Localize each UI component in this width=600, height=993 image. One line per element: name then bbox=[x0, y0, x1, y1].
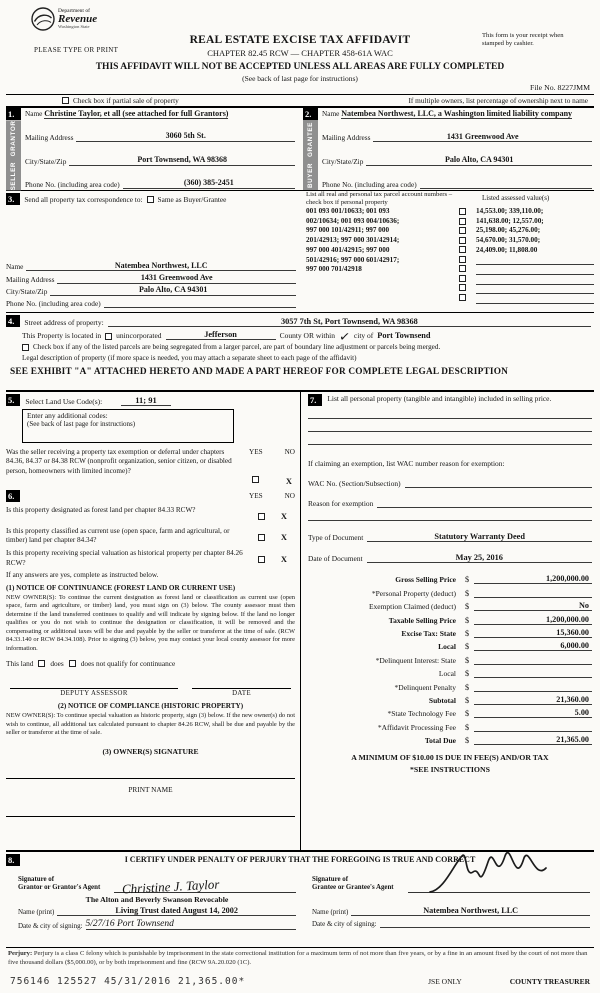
seller-phone-label: Phone No. (including area code) bbox=[25, 179, 120, 189]
money-field[interactable]: 21,360.00 bbox=[474, 695, 592, 705]
yes-label: YES bbox=[249, 448, 263, 456]
money-field[interactable]: 15,360.00 bbox=[474, 628, 592, 638]
grantee-signature-label bbox=[312, 876, 408, 893]
section-6-number: 6. bbox=[6, 490, 20, 502]
personal-property-checkbox[interactable] bbox=[459, 208, 466, 215]
assessed-blank-line[interactable] bbox=[476, 275, 594, 285]
does-not-checkbox[interactable] bbox=[69, 660, 76, 667]
correspondence-city-row bbox=[6, 286, 296, 296]
seller-phone-field[interactable]: (360) 385-2451 bbox=[123, 179, 295, 189]
section-4 bbox=[6, 312, 594, 390]
personal-property-checkbox[interactable] bbox=[459, 218, 466, 225]
dollar-sign: $ bbox=[464, 682, 470, 692]
personal-property-label: List all personal property (tangible and intangible) included in selling price. bbox=[327, 394, 552, 403]
grantee-signature-row bbox=[312, 867, 590, 893]
money-field[interactable] bbox=[474, 677, 592, 678]
seller-fields bbox=[21, 108, 297, 190]
street-address-field[interactable]: 3057 7th St, Port Townsend, WA 98368 bbox=[108, 317, 591, 327]
dor-logo-icon bbox=[30, 6, 56, 32]
yes-no-marks bbox=[249, 476, 295, 486]
excise-tax-state-row bbox=[308, 625, 592, 638]
receipt-note: This form is your receipt when stamped by cashier. bbox=[482, 32, 564, 48]
seller-side-word: SELLER bbox=[10, 161, 17, 191]
personal-property-checkbox[interactable] bbox=[459, 256, 466, 263]
additional-codes-note: (See back of last page for instructions) bbox=[27, 420, 136, 428]
buyer-strip bbox=[303, 108, 318, 190]
county-field[interactable]: Jefferson bbox=[166, 330, 276, 340]
see-back-note: (See back of last page for instructions) bbox=[242, 74, 358, 83]
grantee-signature-scribble bbox=[426, 846, 556, 898]
assessed-value-line[interactable]: 141,638.00; 12,557.00; bbox=[476, 216, 544, 225]
dor-logo bbox=[30, 6, 97, 32]
money-field[interactable]: 21,365.00 bbox=[474, 735, 592, 745]
name-print-label: Name (print) bbox=[18, 908, 55, 916]
historic-property-question-text: Is this property receiving special valuation as historical property per chapter 84.26 RCW? bbox=[6, 549, 243, 567]
document-type-label: Type of Document bbox=[308, 533, 364, 542]
forest-land-question-text: Is this property designated as forest land per chapter 84.33 RCW? bbox=[6, 505, 196, 514]
buyer-name-field[interactable]: Natembea Northwest, LLC, a Washington limited liability company bbox=[341, 109, 573, 118]
perjury-notice bbox=[6, 947, 594, 968]
please-type-or-print: PLEASE TYPE OR PRINT bbox=[34, 46, 119, 54]
buyer-city-field[interactable]: Palo Alto, CA 94301 bbox=[366, 156, 592, 166]
correspondence-phone-field[interactable] bbox=[104, 299, 296, 308]
section-1-number: 1. bbox=[6, 108, 21, 120]
delinquent-penalty-row bbox=[308, 678, 592, 691]
money-label: *State Technology Fee bbox=[387, 709, 456, 719]
correspondence-mailing-label: Mailing Address bbox=[6, 274, 55, 284]
money-field[interactable]: 6,000.00 bbox=[474, 641, 592, 651]
taxable-selling-price-row bbox=[308, 611, 592, 624]
street-address-label: Street address of property: bbox=[24, 318, 104, 327]
minimum-fee-note: A MINIMUM OF $10.00 IS DUE IN FEE(S) AND/OR TAX bbox=[351, 753, 549, 763]
does-not-label: does not qualify for continuance bbox=[80, 659, 176, 669]
forest-no-mark[interactable]: X bbox=[280, 510, 288, 521]
grantee-signature-block bbox=[300, 867, 594, 930]
money-field[interactable]: 1,200,000.00 bbox=[474, 615, 592, 625]
owners-signature-label: (3) OWNER(S) SIGNATURE bbox=[102, 747, 199, 757]
parties-block bbox=[6, 106, 594, 190]
correspondence-name-row bbox=[6, 262, 296, 272]
affidavit-processing-fee-row bbox=[308, 718, 592, 731]
parcel-block bbox=[298, 191, 594, 312]
county-treasurer-label: COUNTY TREASURER bbox=[509, 976, 590, 986]
does-checkbox[interactable] bbox=[38, 660, 45, 667]
personal-property-checkboxes bbox=[454, 207, 470, 312]
parcel-headers bbox=[306, 191, 594, 207]
dollar-sign: $ bbox=[464, 575, 470, 585]
reason-exemption-field[interactable] bbox=[377, 499, 592, 508]
exemption-no-mark[interactable]: X bbox=[285, 476, 292, 486]
form-subtitle: CHAPTER 82.45 RCW — CHAPTER 458-61A WAC bbox=[207, 48, 393, 58]
total-due-row bbox=[308, 732, 592, 745]
correspondence-city-field[interactable]: Palo Alto, CA 94301 bbox=[50, 286, 296, 296]
section-7-number: 7. bbox=[308, 394, 322, 406]
grantee-side-word: GRANTEE bbox=[307, 121, 314, 157]
grantor-name-print-row bbox=[18, 906, 296, 916]
correspondence-name-label: Name bbox=[6, 262, 24, 272]
form-title: REAL ESTATE EXCISE TAX AFFIDAVIT bbox=[189, 34, 411, 46]
correspondence-city-label: City/State/Zip bbox=[6, 287, 48, 296]
grantor-signature-label bbox=[18, 876, 114, 893]
yes-label: YES bbox=[249, 492, 263, 500]
grantor-signature-block bbox=[6, 867, 300, 930]
grantor-date-city-field[interactable] bbox=[86, 919, 296, 930]
money-label: *Delinquent Penalty bbox=[394, 682, 456, 692]
tax-exemption-answers bbox=[249, 448, 295, 486]
land-qualify-row bbox=[6, 659, 295, 668]
sections-5-6-column bbox=[6, 392, 301, 850]
city-field[interactable]: Port Townsend bbox=[377, 331, 431, 340]
grantor-agent-label: Grantor or Grantor's Agent bbox=[18, 884, 101, 892]
seller-strip bbox=[6, 108, 21, 190]
money-label: Local bbox=[438, 642, 456, 652]
delinquent-interest-state-row bbox=[308, 651, 592, 664]
print-name-line[interactable] bbox=[6, 816, 295, 817]
document-date-row bbox=[308, 553, 592, 563]
seller-city-label: City/State/Zip bbox=[25, 156, 67, 166]
no-label: NO bbox=[284, 492, 295, 500]
grantor-signature-row bbox=[18, 867, 296, 897]
personal-property-blank-line[interactable] bbox=[308, 419, 592, 432]
money-rows bbox=[308, 571, 592, 745]
buyer-grantee-side-label bbox=[303, 120, 318, 190]
assessed-value-line[interactable]: 14,553.00; 339,110.00; bbox=[476, 207, 544, 216]
parcel-number-line[interactable]: 997 000 401/42915; 997 000 bbox=[306, 245, 390, 254]
seller-grantor-side-label bbox=[6, 120, 21, 190]
buyer-city-row bbox=[322, 156, 592, 166]
name-print-label: Name (print) bbox=[312, 908, 349, 916]
notice-compliance-body: NEW OWNER(S): To continue special valuation as historic property, sign (3) below. If the new owner(s) do not wish to continue, all additional tax calculated pursuant to chapter 84.26 RCW, shall be due and payable by the seller or transferor at the time of sale. bbox=[6, 712, 295, 737]
document-date-field[interactable]: May 25, 2016 bbox=[367, 553, 592, 563]
correspondence-phone-row bbox=[6, 299, 296, 308]
dollar-sign: $ bbox=[464, 736, 470, 746]
city-checkmark[interactable]: ✓ bbox=[338, 329, 351, 346]
money-field[interactable] bbox=[474, 731, 592, 732]
document-date-label: Date of Document bbox=[308, 554, 363, 563]
print-name-label: PRINT NAME bbox=[128, 785, 173, 795]
parcel-number-line[interactable]: 997 000 701/42918 bbox=[306, 265, 362, 274]
section-3 bbox=[6, 190, 594, 312]
or-within-label: County OR within bbox=[279, 331, 335, 340]
no-label: NO bbox=[284, 448, 295, 456]
reason-exemption-blank-line[interactable] bbox=[308, 508, 592, 521]
notice-continuance-title: (1) NOTICE OF CONTINUANCE (FOREST LAND OR CURRENT USE) bbox=[6, 583, 236, 592]
seller-mailing-row bbox=[25, 132, 295, 142]
unincorporated-label: unincorporated bbox=[116, 331, 162, 340]
seller-name-row bbox=[25, 109, 295, 119]
document-type-row bbox=[308, 532, 592, 542]
dollar-sign: $ bbox=[464, 588, 470, 598]
buyer-phone-label: Phone No. (including area code) bbox=[322, 179, 417, 189]
deputy-assessor-row bbox=[6, 688, 295, 697]
dollar-sign: $ bbox=[464, 695, 470, 705]
assessed-value-line[interactable]: 24,409.00; 11,808.00 bbox=[476, 245, 538, 254]
money-label: Subtotal bbox=[428, 695, 456, 705]
forest-land-question bbox=[6, 506, 295, 524]
dollar-sign: $ bbox=[464, 669, 470, 679]
grantee-date-city-field[interactable] bbox=[380, 919, 590, 928]
exemption-yes-checkbox[interactable] bbox=[252, 476, 259, 483]
parcel-number-line[interactable]: 002/10634; 001 093 004/10636; bbox=[306, 216, 400, 225]
wac-number-field[interactable] bbox=[405, 479, 592, 488]
cashier-receipt-stamp: 756146 125527 45/31/2016 21,365.00* bbox=[10, 975, 246, 987]
use-only-label: JSE ONLY bbox=[428, 976, 462, 986]
money-field[interactable]: 5.00 bbox=[474, 708, 592, 718]
logo-department-of: Department of bbox=[58, 7, 90, 14]
same-as-buyer-checkbox[interactable] bbox=[147, 196, 154, 203]
correspondence-label: Send all property tax correspondence to: bbox=[24, 194, 143, 204]
logo-washington-state: Washington State bbox=[58, 24, 90, 29]
land-use-label: Select Land Use Code(s): bbox=[25, 397, 103, 406]
dollar-sign: $ bbox=[464, 628, 470, 638]
subtotal-row bbox=[308, 692, 592, 705]
additional-codes-label: Enter any additional codes: bbox=[27, 411, 108, 420]
assessed-blank-line[interactable] bbox=[476, 265, 594, 275]
form-warning: THIS AFFIDAVIT WILL NOT BE ACCEPTED UNLESS ALL AREAS ARE FULLY COMPLETED bbox=[95, 62, 505, 72]
assessed-value-line[interactable]: 25,198.00; 45,276.00; bbox=[476, 226, 541, 235]
segregated-checkbox[interactable] bbox=[22, 344, 29, 351]
forest-yes-checkbox[interactable] bbox=[258, 513, 265, 520]
property-location-row bbox=[6, 329, 591, 346]
money-label: Gross Selling Price bbox=[395, 575, 456, 585]
wac-number-label: WAC No. (Section/Subsection) bbox=[308, 479, 401, 488]
owners-signature-line[interactable] bbox=[6, 778, 295, 779]
excise-tax-local-row bbox=[308, 638, 592, 651]
money-label: *Personal Property (deduct) bbox=[371, 588, 456, 598]
partial-sale-row bbox=[6, 94, 594, 106]
see-instructions-note: *SEE INSTRUCTIONS bbox=[410, 765, 490, 775]
grantor-side-word: GRANTOR bbox=[10, 120, 17, 156]
signature-of-label: Signature of bbox=[18, 875, 55, 883]
assessed-blank-line[interactable] bbox=[476, 256, 594, 266]
does-label: does bbox=[50, 659, 64, 669]
seller-city-field[interactable]: Port Townsend, WA 98368 bbox=[69, 156, 295, 166]
logo-revenue: Revenue bbox=[58, 13, 98, 25]
correspondence-mailing-row bbox=[6, 274, 296, 284]
tax-exemption-question-text: Was the seller receiving a property tax exemption or deferral under chapters 84.36, 84.37 or 84.38 RCW (nonprofit organization, senior citizen, or disabled person, homeowners with limited income)? bbox=[6, 448, 232, 475]
exemption-claimed-row bbox=[308, 598, 592, 611]
dollar-sign: $ bbox=[464, 722, 470, 732]
answers-yes-note: If any answers are yes, complete as instructed below. bbox=[6, 570, 159, 579]
land-use-row bbox=[6, 394, 295, 406]
delinquent-interest-local-row bbox=[308, 665, 592, 678]
deputy-assessor-label[interactable]: DEPUTY ASSESSOR bbox=[10, 688, 178, 697]
section-8-number: 8. bbox=[6, 854, 20, 866]
section-2-number: 2. bbox=[303, 108, 318, 120]
perjury-lead: Perjury: bbox=[8, 950, 33, 957]
additional-codes-box[interactable] bbox=[22, 409, 234, 443]
dollar-sign: $ bbox=[464, 655, 470, 665]
money-field[interactable] bbox=[474, 664, 592, 665]
reason-exemption-row bbox=[308, 499, 592, 508]
street-address-row bbox=[6, 315, 591, 327]
personal-property-blank-line[interactable] bbox=[308, 406, 592, 419]
signature-of-label: Signature of bbox=[312, 875, 349, 883]
form-footer bbox=[6, 976, 594, 987]
buyer-mailing-row bbox=[322, 133, 592, 143]
section-3-number: 3. bbox=[6, 193, 20, 205]
seller-mailing-label: Mailing Address bbox=[25, 133, 74, 143]
grantee-agent-label: Grantee or Grantee's Agent bbox=[312, 884, 394, 892]
buyer-name-row bbox=[322, 109, 592, 119]
dor-logo-text bbox=[58, 9, 97, 30]
section-6-header bbox=[6, 490, 295, 502]
section-4-number: 4. bbox=[6, 315, 20, 327]
money-label: *Delinquent Interest: State bbox=[375, 655, 456, 665]
unincorporated-checkbox[interactable] bbox=[105, 333, 112, 340]
assessor-date-label[interactable]: DATE bbox=[192, 688, 291, 697]
yes-no-header bbox=[249, 492, 295, 500]
seller-name-field[interactable]: Christine Taylor, et all (see attached for full Grantors) bbox=[44, 109, 229, 118]
assessed-blank-line[interactable] bbox=[476, 294, 594, 304]
file-number: File No. 8227JMM bbox=[530, 83, 590, 92]
money-label: Excise Tax: State bbox=[401, 628, 456, 638]
multiple-owners-label: If multiple owners, list percentage of ownership next to name bbox=[408, 96, 588, 105]
this-land-label: This land bbox=[6, 659, 34, 669]
same-as-buyer-label: Same as Buyer/Grantee bbox=[157, 194, 227, 204]
buyer-city-label: City/State/Zip bbox=[322, 157, 364, 167]
personal-property-row bbox=[308, 394, 592, 406]
parcel-number-line[interactable]: 201/42913; 997 000 301/42914; bbox=[306, 236, 400, 245]
located-prefix-label: This Property is located in bbox=[22, 331, 102, 340]
parcel-list-header: List all real and personal tax parcel account numbers – check box if personal property bbox=[306, 191, 453, 207]
seller-phone-row bbox=[25, 179, 295, 189]
section-7-column bbox=[301, 392, 594, 850]
reason-exemption-label: Reason for exemption bbox=[308, 499, 374, 508]
grantor-date-city-handwriting: 5/27/16 Port Townsend bbox=[85, 919, 174, 929]
dollar-sign: $ bbox=[464, 709, 470, 719]
wac-number-row bbox=[308, 479, 592, 488]
assessed-values-header: Listed assessed value(s) bbox=[482, 194, 550, 202]
notice-compliance-title: (2) NOTICE OF COMPLIANCE (HISTORIC PROPERTY) bbox=[57, 702, 244, 711]
current-use-question-text: Is this property classified as current use (open space, farm and agricultural, or timber) land per chapter 84.34? bbox=[6, 527, 230, 545]
personal-property-deduct-row bbox=[308, 584, 592, 597]
money-field[interactable]: 1,200,000.00 bbox=[474, 574, 592, 584]
buyer-mailing-field[interactable]: 1431 Greenwood Ave bbox=[373, 133, 592, 143]
grantor-signature-handwriting: Christine J. Taylor bbox=[121, 876, 220, 897]
legal-description-value[interactable]: SEE EXHIBIT "A" ATTACHED HERETO AND MADE A PART HEREOF FOR COMPLETE LEGAL DESCRIPTION bbox=[10, 367, 509, 377]
date-city-label: Date & city of signing: bbox=[18, 922, 83, 930]
money-label: Taxable Selling Price bbox=[388, 615, 456, 625]
money-label: Exemption Claimed (deduct) bbox=[368, 602, 456, 612]
buyer-section bbox=[303, 108, 594, 190]
dollar-sign: $ bbox=[464, 602, 470, 612]
money-field[interactable]: No bbox=[474, 601, 592, 611]
partial-sale-checkbox[interactable] bbox=[62, 97, 69, 104]
parcel-number-line[interactable]: 501/42916; 997 000 601/42917; bbox=[306, 255, 400, 264]
personal-property-checkbox[interactable] bbox=[459, 246, 466, 253]
money-field[interactable] bbox=[474, 691, 592, 692]
current-use-yes-checkbox[interactable] bbox=[258, 534, 265, 541]
buyer-fields bbox=[318, 108, 594, 190]
parcel-number-line[interactable]: 001 093 001/10633; 001 093 bbox=[306, 207, 390, 216]
seller-section bbox=[6, 108, 297, 190]
perjury-text: Perjury is a class C felony which is punishable by imprisonment in the state correctional institution for a maximum term of not more than five years, or by a fine in an amount fixed by the court of not more than five thousand dollars ($5,000.00), or by both imprisonment and fine (RCW 9A.20.020 (1C). bbox=[8, 950, 588, 966]
historic-yes-checkbox[interactable] bbox=[258, 556, 265, 563]
grantor-name-print-field[interactable]: Living Trust dated August 14, 2002 bbox=[57, 906, 296, 916]
grantee-name-print-row bbox=[312, 906, 590, 916]
correspondence-name-field[interactable]: Natembea Northwest, LLC bbox=[26, 262, 296, 272]
segregated-row bbox=[6, 343, 591, 351]
money-label: Local bbox=[438, 669, 456, 679]
city-of-label: city of bbox=[353, 331, 374, 340]
historic-no-mark[interactable]: X bbox=[280, 554, 288, 565]
buyer-side-word: BUYER bbox=[307, 162, 314, 189]
buyer-phone-row bbox=[322, 180, 592, 189]
gross-selling-price-row bbox=[308, 571, 592, 584]
parcel-numbers bbox=[306, 207, 454, 312]
correspondence-mailing-field[interactable]: 1431 Greenwood Ave bbox=[57, 274, 296, 284]
grantor-date-city-row bbox=[18, 919, 296, 930]
assessed-blank-line[interactable] bbox=[476, 285, 594, 295]
seller-name-label: Name bbox=[25, 109, 43, 118]
certify-statement: I CERTIFY UNDER PENALTY OF PERJURY THAT THE FOREGOING IS TRUE AND CORRECT bbox=[124, 855, 476, 864]
tax-exemption-question bbox=[6, 448, 295, 486]
seller-city-row bbox=[25, 156, 295, 166]
money-label: Total Due bbox=[424, 736, 456, 746]
buyer-phone-field[interactable] bbox=[420, 180, 592, 189]
partial-sale-label: Check box if partial sale of property bbox=[73, 96, 179, 105]
grantee-name-print-field[interactable]: Natembea Northwest, LLC bbox=[351, 906, 590, 916]
legal-description-label: Legal description of property (if more space is needed, you may attach a separate sheet to each page of the affidavit) bbox=[22, 354, 357, 362]
state-technology-fee-row bbox=[308, 705, 592, 718]
buyer-mailing-label: Mailing Address bbox=[322, 133, 371, 143]
current-use-no-mark[interactable]: X bbox=[280, 532, 288, 542]
current-use-question bbox=[6, 527, 295, 546]
personal-property-checkbox[interactable] bbox=[459, 275, 466, 282]
yes-no-header bbox=[249, 448, 295, 456]
personal-property-checkbox[interactable] bbox=[459, 265, 466, 272]
land-use-field[interactable]: 11; 91 bbox=[121, 395, 171, 406]
grantor-signature-line[interactable] bbox=[114, 867, 296, 897]
section-5-number: 5. bbox=[6, 394, 20, 406]
correspondence-head bbox=[6, 193, 296, 205]
money-label: *Affidavit Processing Fee bbox=[377, 722, 456, 732]
exemption-claim-label: If claiming an exemption, list WAC number reason for exemption: bbox=[308, 459, 505, 468]
segregated-label: Check box if any of the listed parcels are being segregated from a larger parcel, are part of boundary line adjustment or parcels being merged. bbox=[33, 343, 441, 351]
money-field[interactable] bbox=[474, 597, 592, 598]
notice-continuance-body: NEW OWNER(S): To continue the current designation as forest land or classification as current use (open space, farm and agriculture, or timber) land, you must sign on (3) below. The county assessor must then determine if the land transferred continues to qualify and will indicate by signing below. If the land no longer qualifies or you do not wish to continue the designation or classification, it will be removed and the compensating or additional taxes will be due and payable by the seller or transferor at the time of sale. (RCW 84.33.140 or RCW 84.34.108). Prior to signing (3) below, you may contact your local county assessor for more information. bbox=[6, 593, 295, 652]
correspondence-block bbox=[6, 191, 298, 312]
dollar-sign: $ bbox=[464, 642, 470, 652]
personal-property-checkbox[interactable] bbox=[459, 237, 466, 244]
dollar-sign: $ bbox=[464, 615, 470, 625]
historic-property-question bbox=[6, 549, 295, 568]
date-city-label: Date & city of signing: bbox=[312, 920, 377, 928]
form-header bbox=[6, 4, 594, 94]
document-type-field[interactable]: Statutory Warranty Deed bbox=[367, 532, 592, 542]
buyer-name-label: Name bbox=[322, 109, 340, 118]
seller-mailing-field[interactable]: 3060 5th St. bbox=[76, 132, 295, 142]
parcel-number-line[interactable]: 997 000 101/42911; 997 000 bbox=[306, 226, 390, 235]
personal-property-checkbox[interactable] bbox=[459, 227, 466, 234]
middle-columns bbox=[6, 390, 594, 850]
personal-property-checkbox[interactable] bbox=[459, 284, 466, 291]
assessed-value-line[interactable]: 54,670.00; 31,570.00; bbox=[476, 236, 541, 245]
grantee-signature-line[interactable] bbox=[408, 867, 590, 893]
grantor-trust-line: The Alton and Beverly Swanson Revocable bbox=[85, 895, 229, 904]
personal-property-blank-line[interactable] bbox=[308, 432, 592, 445]
correspondence-phone-label: Phone No. (including area code) bbox=[6, 298, 101, 308]
grantee-date-city-row bbox=[312, 919, 590, 928]
personal-property-checkbox[interactable] bbox=[459, 294, 466, 301]
section-8 bbox=[6, 850, 594, 942]
assessed-values bbox=[470, 207, 594, 312]
parcel-body bbox=[306, 207, 594, 312]
